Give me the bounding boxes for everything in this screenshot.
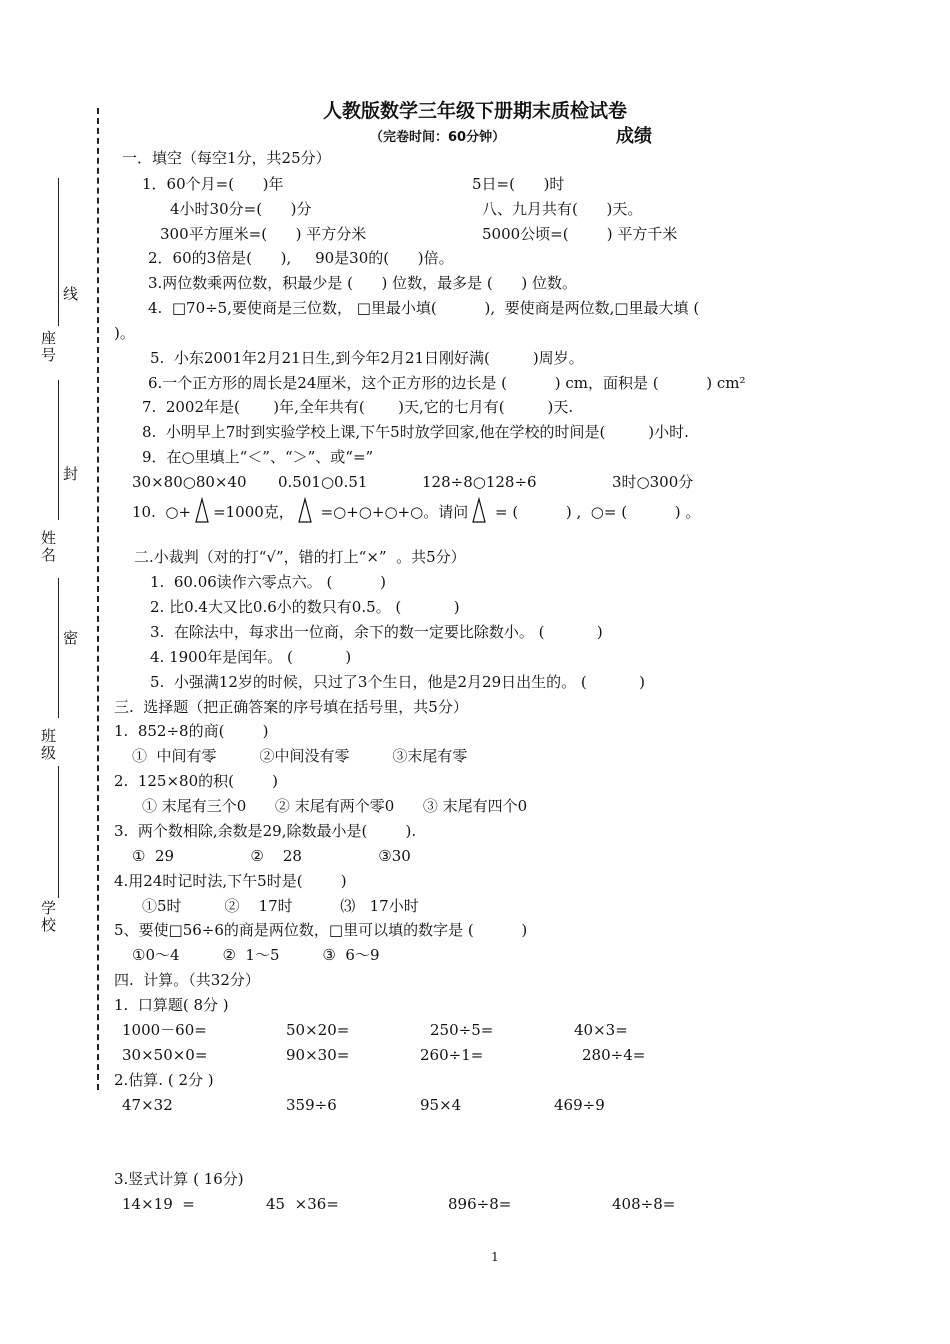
- section4-heading: 四. 计算。（共32分）: [114, 971, 260, 989]
- s2-q5: 5. 小强满12岁的时候，只过了3个生日，他是2月29日出生的。 ( ): [150, 673, 646, 691]
- oral-item: 30×50×0=: [122, 1046, 208, 1064]
- section1-heading: 一．填空（每空1分，共25分）: [122, 149, 331, 167]
- s3-q4: 4.用24时记时法,下午5时是( ): [114, 872, 347, 890]
- class-field-line[interactable]: [58, 578, 59, 718]
- exam-title: 人教版数学三年级下册期末质检试卷: [322, 100, 627, 122]
- oral-item: 90×30=: [286, 1046, 350, 1064]
- school-label: 学校: [39, 900, 57, 934]
- name-label: 姓名: [39, 530, 57, 564]
- page-number: 1: [491, 1250, 499, 1264]
- oral-item: 260÷1=: [420, 1046, 484, 1064]
- vertical-item: 14×19 =: [122, 1195, 195, 1213]
- class-label: 班级: [39, 728, 57, 762]
- s3-q1: 1. 852÷8的商( ): [114, 722, 269, 740]
- binding-dashed-line: [97, 108, 99, 1090]
- vertical-item: 896÷8=: [448, 1195, 512, 1213]
- s1-q9c: 128÷8○128÷6: [422, 473, 537, 491]
- s1-q2: 2．60的3倍是( ), 90是30的( )倍。: [148, 249, 454, 267]
- estimate-item: 47×32: [122, 1096, 173, 1114]
- s1-q9a: 30×80○80×40: [132, 473, 247, 491]
- binding-label-feng: 封: [61, 466, 79, 483]
- binding-label-xian: 线: [61, 286, 79, 303]
- s3-q5-options: ①0～4 ② 1～5 ③ 6～9: [132, 946, 380, 964]
- vertical-item: 45 ×36=: [266, 1195, 339, 1213]
- s1-q8: 8. 小明早上7时到实验学校上课,下午5时放学回家,他在学校的时间是( )小时.: [142, 423, 689, 441]
- s1-q1e: 300平方厘米=( ) 平方分米: [160, 225, 367, 243]
- oral-item: 280÷4=: [582, 1046, 646, 1064]
- s1-q5: 5. 小东2001年2月21日生,到今年2月21日刚好满( )周岁。: [150, 349, 584, 367]
- s3-q4-options: ①5时 ② 17时 ⑶ 17小时: [142, 897, 419, 915]
- s1-q1d: 八、九月共有( )天。: [482, 200, 643, 218]
- s4-vertical-heading: 3.竖式计算 ( 16分): [114, 1170, 244, 1188]
- s3-q1-options: ① 中间有零 ②中间没有零 ③末尾有零: [132, 747, 468, 765]
- s1-q9: 9．在○里填上“＜”、“＞”、或“=”: [142, 448, 374, 466]
- oral-item: 40×3=: [574, 1021, 628, 1039]
- triangle-icon: [297, 497, 313, 523]
- s2-q3: 3. 在除法中，每求出一位商，余下的数一定要比除数小。 ( ): [150, 623, 603, 641]
- s2-q4: 4. 1900年是闰年。 ( ): [150, 648, 352, 666]
- s1-q10a: 10. ○+: [132, 503, 192, 521]
- s1-q1a: 1．60个月=( )年: [142, 175, 284, 193]
- s3-q2-options: ① 末尾有三个0 ② 末尾有两个零0 ③ 末尾有四个0: [142, 797, 528, 815]
- s3-q3-options: ① 29 ② 28 ③30: [132, 847, 411, 865]
- s1-q1f: 5000公顷=( ) 平方千米: [482, 225, 678, 243]
- binding-label-mi: 密: [61, 630, 79, 647]
- seat-number-label: 座号: [39, 330, 57, 364]
- s2-q1: 1. 60.06读作六零点六。 ( ): [150, 573, 386, 591]
- oral-item: 50×20=: [286, 1021, 350, 1039]
- s1-q10b: =1000克，: [213, 503, 294, 521]
- s1-q1c: 4小时30分=( )分: [170, 200, 312, 218]
- s3-q3: 3. 两个数相除,余数是29,除数最小是( ).: [114, 822, 417, 840]
- score-label: 成绩: [616, 126, 652, 147]
- s1-q9b: 0.501○0.51: [278, 473, 368, 491]
- estimate-item: 95×4: [420, 1096, 462, 1114]
- s3-q5: 5、要使□56÷6的商是两位数，□里可以填的数字是 ( ): [114, 921, 528, 939]
- estimate-item: 469÷9: [554, 1096, 605, 1114]
- seat-number-field-line[interactable]: [58, 178, 59, 326]
- s1-q6: 6.一个正方形的周长是24厘米，这个正方形的边长是 ( ) cm，面积是 ( ) cm²: [148, 374, 746, 392]
- exam-duration: （完卷时间：60分钟）: [370, 130, 506, 145]
- vertical-item: 408÷8=: [612, 1195, 676, 1213]
- s1-q4b: )。: [114, 324, 135, 342]
- s1-q10: [132, 497, 700, 523]
- oral-item: 1000－60=: [122, 1021, 207, 1039]
- section3-heading: 三. 选择题（把正确答案的序号填在括号里，共5分）: [114, 698, 468, 716]
- s1-q7: 7. 2002年是( )年,全年共有( )天,它的七月有( )天.: [142, 398, 574, 416]
- s4-oral-heading: 1. 口算题( 8分 ): [114, 996, 229, 1014]
- oral-item: 250÷5=: [430, 1021, 494, 1039]
- s1-q3: 3.两位数乘两位数，积最少是 ( ) 位数，最多是 ( ) 位数。: [148, 274, 578, 292]
- name-field-line[interactable]: [58, 380, 59, 520]
- s1-q1b: 5日=( )时: [472, 175, 565, 193]
- s2-q2: 2. 比0.4大又比0.6小的数只有0.5。 ( ): [150, 598, 460, 616]
- s1-q10d: = ( ) , ○= ( ) 。: [490, 503, 701, 521]
- triangle-icon: [471, 497, 487, 523]
- s3-q2: 2. 125×80的积( ): [114, 772, 278, 790]
- s1-q9d: 3时○300分: [612, 473, 694, 491]
- school-field-line[interactable]: [58, 766, 59, 898]
- section2-heading: 二.小裁判（对的打“√”，错的打上“×” 。共5分）: [134, 548, 466, 566]
- s4-estimate-heading: 2.估算. ( 2分 ): [114, 1071, 214, 1089]
- s1-q4a: 4. □70÷5,要使商是三位数， □里最小填( ), 要使商是两位数,□里最大填 (: [148, 299, 700, 317]
- triangle-icon: [194, 497, 210, 523]
- estimate-item: 359÷6: [286, 1096, 337, 1114]
- s1-q10c: =○+○+○+○。请问: [315, 503, 469, 521]
